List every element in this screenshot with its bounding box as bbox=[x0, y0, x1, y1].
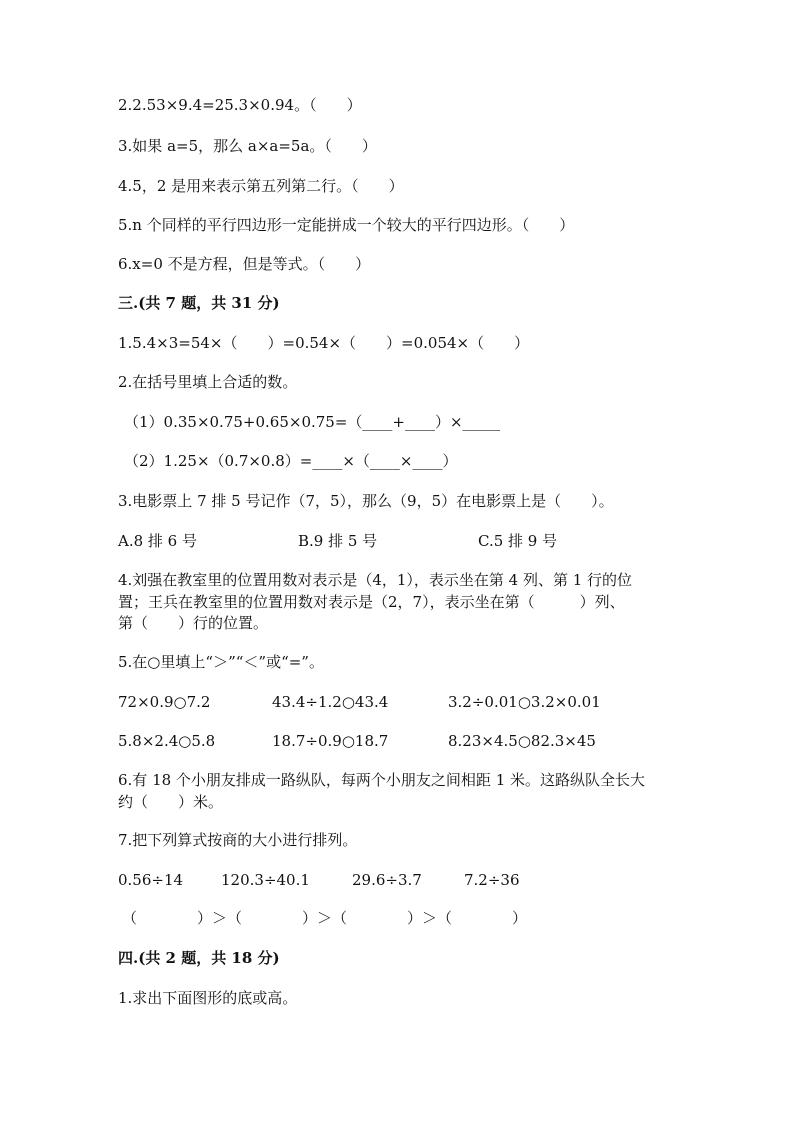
section-3-title: 三.(共 7 题，共 31 分) bbox=[118, 294, 280, 312]
expression: 29.6÷3.7 bbox=[352, 871, 422, 889]
judge-question-6: 6.x=0 不是方程，但是等式。（ ） bbox=[118, 255, 371, 273]
section-4-title: 四.(共 2 题，共 18 分) bbox=[118, 949, 280, 967]
question-3-4-line-1: 4.刘强在教室里的位置用数对表示是（4，1），表示坐在第 4 列、第 1 行的位 bbox=[118, 571, 633, 589]
question-3-5: 5.在○里填上“＞”“＜”或“=”。 bbox=[118, 653, 324, 671]
compare-item: 3.2÷0.01○3.2×0.01 bbox=[448, 693, 601, 711]
question-3-6-line-1: 6.有 18 个小朋友排成一路纵队，每两个小朋友之间相距 1 米。这路纵队全长大 bbox=[118, 771, 646, 789]
compare-item: 72×0.9○7.2 bbox=[118, 693, 211, 711]
judge-question-5: 5.n 个同样的平行四边形一定能拼成一个较大的平行四边形。（ ） bbox=[118, 216, 575, 234]
question-3-1: 1.5.4×3=54×（ ）=0.54×（ ）=0.054×（ ） bbox=[118, 334, 530, 352]
compare-item: 8.23×4.5○82.3×45 bbox=[448, 732, 596, 750]
option-a: A.8 排 6 号 bbox=[118, 532, 197, 550]
expression: 120.3÷40.1 bbox=[221, 871, 310, 889]
question-3-7: 7.把下列算式按商的大小进行排列。 bbox=[118, 831, 358, 849]
compare-item: 18.7÷0.9○18.7 bbox=[272, 732, 389, 750]
judge-question-4: 4.5，2 是用来表示第五列第二行。（ ） bbox=[118, 177, 404, 195]
option-b: B.9 排 5 号 bbox=[298, 532, 378, 550]
question-3-2: 2.在括号里填上合适的数。 bbox=[118, 373, 298, 391]
compare-item: 43.4÷1.2○43.4 bbox=[272, 693, 389, 711]
question-3-4-line-3: 第（ ）行的位置。 bbox=[118, 614, 269, 632]
expression: 7.2÷36 bbox=[464, 871, 520, 889]
question-3-2-part-1: （1）0.35×0.75+0.65×0.75=（____+____）×_____ bbox=[124, 413, 501, 431]
question-3-6-line-2: 约（ ）米。 bbox=[118, 793, 224, 811]
expression: 0.56÷14 bbox=[118, 871, 184, 889]
question-4-1: 1.求出下面图形的底或高。 bbox=[118, 989, 298, 1007]
question-3-3: 3.电影票上 7 排 5 号记作（7，5），那么（9，5）在电影票上是（ ）。 bbox=[118, 492, 614, 510]
compare-item: 5.8×2.4○5.8 bbox=[118, 732, 216, 750]
option-c: C.5 排 9 号 bbox=[478, 532, 558, 550]
judge-question-2: 2.2.53×9.4=25.3×0.94。（ ） bbox=[118, 96, 362, 114]
question-3-2-part-2: （2）1.25×（0.7×0.8）=____×（____×____） bbox=[124, 452, 458, 470]
judge-question-3: 3.如果 a=5，那么 a×a=5a。（ ） bbox=[118, 137, 377, 155]
order-answer-row: （ ）＞（ ）＞（ ）＞（ ） bbox=[122, 909, 528, 927]
question-3-4-line-2: 置；王兵在教室里的位置用数对表示是（2，7），表示坐在第（ ）列、 bbox=[118, 593, 625, 611]
